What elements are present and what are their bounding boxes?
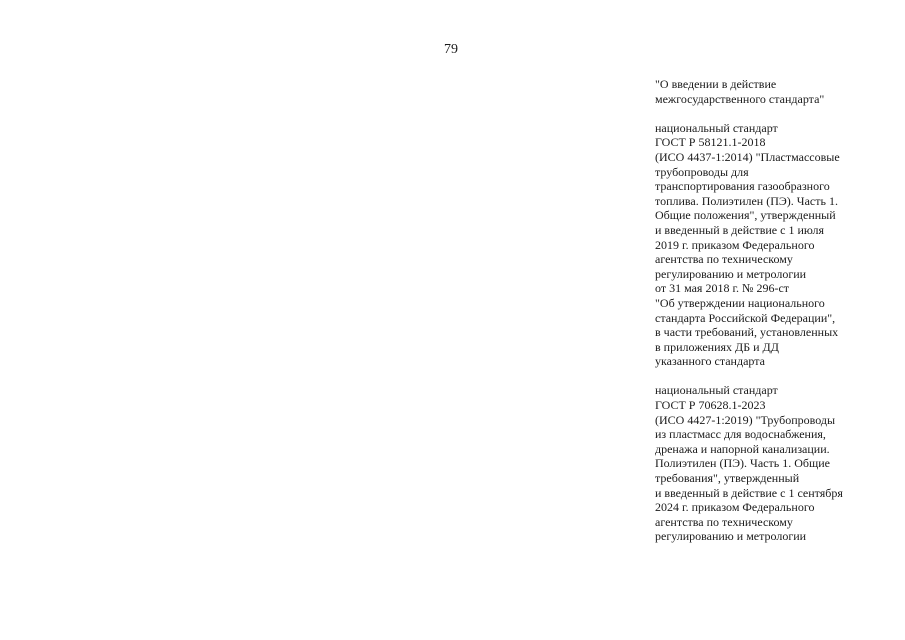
text-line: транспортирования газообразного [655, 179, 830, 194]
text-line: агентства по техническому [655, 514, 793, 529]
text-line: 2019 г. приказом Федерального [655, 237, 815, 252]
text-line: дренажа и напорной канализации. [655, 441, 830, 456]
text-line: Полиэтилен (ПЭ). Часть 1. Общие [655, 456, 830, 471]
text-line: требования", утвержденный [655, 471, 800, 486]
text-line: в части требований, установленных [655, 325, 839, 340]
text-line: и введенный в действие с 1 сентября [655, 485, 843, 500]
text-line: национальный стандарт [655, 120, 778, 135]
text-line: Общие положения", утвержденный [655, 208, 836, 223]
text-line: агентства по техническому [655, 252, 793, 267]
document-text-column [655, 77, 900, 559]
page-number: 79 [444, 42, 458, 57]
text-line: трубопроводы для [655, 164, 749, 179]
text-line: регулированию и метрологии [655, 266, 807, 281]
text-line: указанного стандарта [655, 354, 765, 369]
text-line: в приложениях ДБ и ДД [655, 339, 779, 354]
text-line: межгосударственного стандарта" [655, 91, 825, 106]
text-line: ГОСТ Р 70628.1-2023 [655, 398, 766, 413]
text-line: топлива. Полиэтилен (ПЭ). Часть 1. [655, 193, 838, 208]
standard-entry-70628 [655, 383, 900, 544]
text-line: (ИСО 4437-1:2014) "Пластмассовые [655, 149, 840, 164]
text-line: (ИСО 4427-1:2019) "Трубопроводы [655, 412, 836, 427]
text-line: 2024 г. приказом Федерального [655, 500, 815, 515]
text-line: регулированию и метрологии [655, 529, 807, 544]
text-line: стандарта Российской Федерации", [655, 310, 836, 325]
standard-entry-58121 [655, 121, 900, 369]
text-line: от 31 мая 2018 г. № 296-ст [655, 281, 790, 296]
text-line: "Об утверждении национального [655, 295, 825, 310]
text-line: национальный стандарт [655, 383, 778, 398]
text-line: ГОСТ Р 58121.1-2018 [655, 135, 766, 150]
text-line: из пластмасс для водоснабжения, [655, 427, 826, 442]
text-line: и введенный в действие с 1 июля [655, 222, 825, 237]
order-title-block [655, 77, 900, 106]
text-line: "О введении в действие [655, 77, 777, 91]
